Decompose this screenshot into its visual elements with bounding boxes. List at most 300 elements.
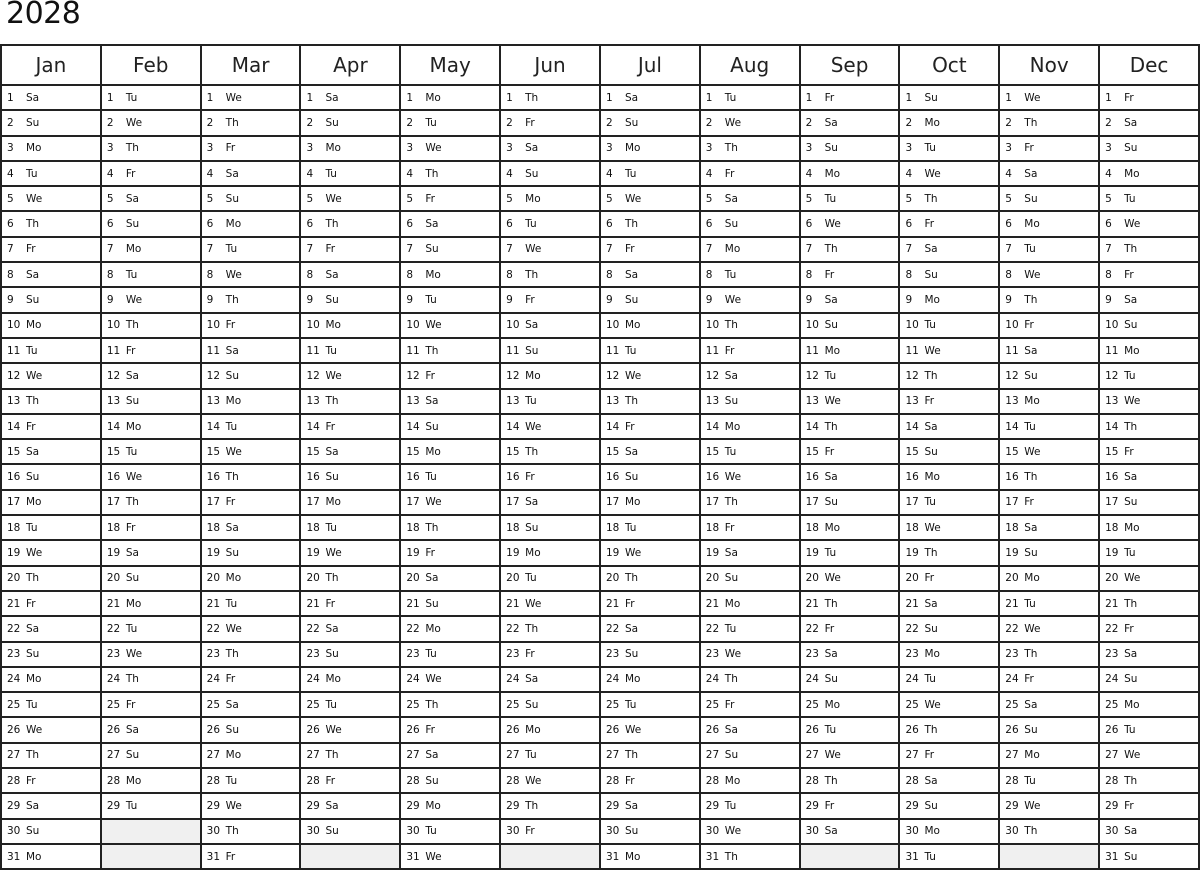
day-cell[interactable]: [999, 667, 1099, 692]
day-cell[interactable]: [899, 136, 999, 161]
day-cell[interactable]: [300, 743, 400, 768]
day-cell[interactable]: [400, 363, 500, 388]
day-cell[interactable]: [600, 211, 700, 236]
day-cell[interactable]: [101, 667, 201, 692]
day-cell[interactable]: [800, 110, 900, 135]
day-cell[interactable]: [1099, 717, 1199, 742]
day-cell[interactable]: [400, 262, 500, 287]
day-cell[interactable]: [500, 439, 600, 464]
day-cell[interactable]: [101, 287, 201, 312]
day-cell[interactable]: [1099, 389, 1199, 414]
day-cell[interactable]: [500, 237, 600, 262]
day-cell[interactable]: [101, 439, 201, 464]
day-cell[interactable]: [101, 490, 201, 515]
day-cell[interactable]: [500, 313, 600, 338]
day-cell[interactable]: [700, 540, 800, 565]
day-cell[interactable]: [800, 819, 900, 844]
day-cell[interactable]: [500, 464, 600, 489]
day-cell[interactable]: [400, 338, 500, 363]
day-cell[interactable]: [101, 85, 201, 110]
day-cell[interactable]: [300, 616, 400, 641]
day-cell[interactable]: [800, 439, 900, 464]
day-cell[interactable]: [201, 136, 301, 161]
day-cell[interactable]: [400, 540, 500, 565]
day-cell[interactable]: [101, 186, 201, 211]
day-cell[interactable]: [999, 793, 1099, 818]
day-cell[interactable]: [999, 338, 1099, 363]
day-cell[interactable]: [999, 287, 1099, 312]
day-cell[interactable]: [700, 439, 800, 464]
day-cell[interactable]: [1099, 237, 1199, 262]
day-cell[interactable]: [700, 389, 800, 414]
day-cell[interactable]: [700, 793, 800, 818]
day-cell[interactable]: [1099, 819, 1199, 844]
day-cell[interactable]: [899, 515, 999, 540]
day-cell[interactable]: [201, 211, 301, 236]
day-cell[interactable]: [999, 768, 1099, 793]
day-cell[interactable]: [201, 363, 301, 388]
day-cell[interactable]: [800, 616, 900, 641]
day-cell[interactable]: [899, 490, 999, 515]
day-cell[interactable]: [899, 287, 999, 312]
day-cell[interactable]: [999, 211, 1099, 236]
day-cell[interactable]: [800, 515, 900, 540]
day-cell[interactable]: [400, 211, 500, 236]
day-cell[interactable]: [201, 844, 301, 869]
day-cell[interactable]: [300, 439, 400, 464]
day-cell[interactable]: [600, 616, 700, 641]
day-cell[interactable]: [1, 540, 101, 565]
day-cell[interactable]: [101, 793, 201, 818]
day-cell[interactable]: [600, 363, 700, 388]
day-cell[interactable]: [600, 237, 700, 262]
day-cell[interactable]: [101, 110, 201, 135]
day-cell[interactable]: [300, 540, 400, 565]
day-cell[interactable]: [101, 642, 201, 667]
day-cell[interactable]: [700, 667, 800, 692]
day-cell[interactable]: [500, 717, 600, 742]
day-cell[interactable]: [600, 186, 700, 211]
day-cell[interactable]: [201, 85, 301, 110]
day-cell[interactable]: [700, 414, 800, 439]
day-cell[interactable]: [1099, 414, 1199, 439]
day-cell[interactable]: [400, 464, 500, 489]
day-cell[interactable]: [700, 110, 800, 135]
day-cell[interactable]: [600, 793, 700, 818]
day-cell[interactable]: [899, 591, 999, 616]
day-cell[interactable]: [999, 540, 1099, 565]
day-cell[interactable]: [700, 338, 800, 363]
day-cell[interactable]: [999, 642, 1099, 667]
day-cell[interactable]: [899, 161, 999, 186]
day-cell[interactable]: [800, 313, 900, 338]
day-cell[interactable]: [700, 313, 800, 338]
day-cell[interactable]: [400, 566, 500, 591]
day-cell[interactable]: [101, 743, 201, 768]
day-cell[interactable]: [201, 616, 301, 641]
day-cell[interactable]: [600, 667, 700, 692]
day-cell[interactable]: [1099, 287, 1199, 312]
day-cell[interactable]: [600, 110, 700, 135]
day-cell[interactable]: [1099, 515, 1199, 540]
day-cell[interactable]: [1, 439, 101, 464]
day-cell[interactable]: [101, 768, 201, 793]
day-cell[interactable]: [600, 540, 700, 565]
day-cell[interactable]: [600, 439, 700, 464]
day-cell[interactable]: [700, 464, 800, 489]
day-cell[interactable]: [700, 287, 800, 312]
day-cell[interactable]: [1099, 490, 1199, 515]
day-cell[interactable]: [1099, 85, 1199, 110]
day-cell[interactable]: [1, 768, 101, 793]
day-cell[interactable]: [201, 287, 301, 312]
day-cell[interactable]: [1, 414, 101, 439]
day-cell[interactable]: [201, 262, 301, 287]
day-cell[interactable]: [1099, 692, 1199, 717]
day-cell[interactable]: [300, 591, 400, 616]
day-cell[interactable]: [800, 540, 900, 565]
day-cell[interactable]: [400, 186, 500, 211]
day-cell[interactable]: [999, 363, 1099, 388]
day-cell[interactable]: [1099, 464, 1199, 489]
day-cell[interactable]: [999, 616, 1099, 641]
day-cell[interactable]: [1099, 262, 1199, 287]
day-cell[interactable]: [400, 768, 500, 793]
day-cell[interactable]: [600, 262, 700, 287]
day-cell[interactable]: [101, 591, 201, 616]
day-cell[interactable]: [600, 389, 700, 414]
day-cell[interactable]: [600, 464, 700, 489]
day-cell[interactable]: [101, 540, 201, 565]
day-cell[interactable]: [999, 414, 1099, 439]
day-cell[interactable]: [999, 464, 1099, 489]
day-cell[interactable]: [700, 616, 800, 641]
day-cell[interactable]: [500, 540, 600, 565]
day-cell[interactable]: [400, 642, 500, 667]
day-cell[interactable]: [899, 237, 999, 262]
day-cell[interactable]: [1, 566, 101, 591]
day-cell[interactable]: [600, 768, 700, 793]
day-cell[interactable]: [201, 389, 301, 414]
day-cell[interactable]: [201, 768, 301, 793]
day-cell[interactable]: [600, 844, 700, 869]
day-cell[interactable]: [800, 161, 900, 186]
day-cell[interactable]: [500, 768, 600, 793]
day-cell[interactable]: [1, 743, 101, 768]
day-cell[interactable]: [1099, 110, 1199, 135]
day-cell[interactable]: [800, 464, 900, 489]
day-cell[interactable]: [300, 692, 400, 717]
day-cell[interactable]: [1, 717, 101, 742]
day-cell[interactable]: [999, 161, 1099, 186]
day-cell[interactable]: [500, 110, 600, 135]
day-cell[interactable]: [700, 819, 800, 844]
day-cell[interactable]: [999, 819, 1099, 844]
day-cell[interactable]: [899, 819, 999, 844]
day-cell[interactable]: [1, 136, 101, 161]
day-cell[interactable]: [1, 819, 101, 844]
day-cell[interactable]: [800, 490, 900, 515]
day-cell[interactable]: [201, 414, 301, 439]
day-cell[interactable]: [800, 363, 900, 388]
day-cell[interactable]: [700, 136, 800, 161]
day-cell[interactable]: [201, 743, 301, 768]
day-cell[interactable]: [1, 313, 101, 338]
day-cell[interactable]: [1099, 743, 1199, 768]
day-cell[interactable]: [600, 414, 700, 439]
day-cell[interactable]: [500, 793, 600, 818]
day-cell[interactable]: [400, 667, 500, 692]
day-cell[interactable]: [400, 237, 500, 262]
day-cell[interactable]: [999, 85, 1099, 110]
day-cell[interactable]: [400, 515, 500, 540]
day-cell[interactable]: [1, 338, 101, 363]
day-cell[interactable]: [500, 743, 600, 768]
day-cell[interactable]: [999, 692, 1099, 717]
day-cell[interactable]: [101, 616, 201, 641]
day-cell[interactable]: [700, 237, 800, 262]
day-cell[interactable]: [1099, 768, 1199, 793]
day-cell[interactable]: [700, 211, 800, 236]
day-cell[interactable]: [999, 490, 1099, 515]
day-cell[interactable]: [500, 414, 600, 439]
day-cell[interactable]: [500, 490, 600, 515]
day-cell[interactable]: [400, 414, 500, 439]
day-cell[interactable]: [600, 313, 700, 338]
day-cell[interactable]: [899, 717, 999, 742]
day-cell[interactable]: [300, 110, 400, 135]
day-cell[interactable]: [300, 490, 400, 515]
day-cell[interactable]: [201, 161, 301, 186]
day-cell[interactable]: [201, 439, 301, 464]
day-cell[interactable]: [1, 515, 101, 540]
day-cell[interactable]: [400, 616, 500, 641]
day-cell[interactable]: [999, 313, 1099, 338]
day-cell[interactable]: [1, 85, 101, 110]
day-cell[interactable]: [400, 85, 500, 110]
day-cell[interactable]: [1099, 186, 1199, 211]
day-cell[interactable]: [101, 414, 201, 439]
day-cell[interactable]: [101, 464, 201, 489]
day-cell[interactable]: [899, 768, 999, 793]
day-cell[interactable]: [201, 566, 301, 591]
day-cell[interactable]: [800, 85, 900, 110]
day-cell[interactable]: [400, 819, 500, 844]
day-cell[interactable]: [400, 743, 500, 768]
day-cell[interactable]: [1, 237, 101, 262]
day-cell[interactable]: [300, 819, 400, 844]
day-cell[interactable]: [899, 363, 999, 388]
day-cell[interactable]: [899, 540, 999, 565]
day-cell[interactable]: [400, 439, 500, 464]
day-cell[interactable]: [899, 566, 999, 591]
day-cell[interactable]: [999, 717, 1099, 742]
day-cell[interactable]: [800, 642, 900, 667]
day-cell[interactable]: [300, 414, 400, 439]
day-cell[interactable]: [1, 692, 101, 717]
day-cell[interactable]: [101, 515, 201, 540]
day-cell[interactable]: [999, 389, 1099, 414]
day-cell[interactable]: [500, 161, 600, 186]
day-cell[interactable]: [201, 237, 301, 262]
day-cell[interactable]: [500, 287, 600, 312]
day-cell[interactable]: [700, 844, 800, 869]
day-cell[interactable]: [1099, 540, 1199, 565]
day-cell[interactable]: [700, 515, 800, 540]
day-cell[interactable]: [700, 642, 800, 667]
day-cell[interactable]: [899, 338, 999, 363]
day-cell[interactable]: [899, 313, 999, 338]
day-cell[interactable]: [1, 110, 101, 135]
day-cell[interactable]: [300, 642, 400, 667]
day-cell[interactable]: [1099, 439, 1199, 464]
day-cell[interactable]: [400, 717, 500, 742]
day-cell[interactable]: [899, 844, 999, 869]
day-cell[interactable]: [500, 85, 600, 110]
day-cell[interactable]: [400, 389, 500, 414]
day-cell[interactable]: [700, 717, 800, 742]
day-cell[interactable]: [1, 389, 101, 414]
day-cell[interactable]: [600, 743, 700, 768]
day-cell[interactable]: [500, 338, 600, 363]
day-cell[interactable]: [300, 515, 400, 540]
day-cell[interactable]: [1, 490, 101, 515]
day-cell[interactable]: [201, 464, 301, 489]
day-cell[interactable]: [201, 667, 301, 692]
day-cell[interactable]: [500, 616, 600, 641]
day-cell[interactable]: [800, 287, 900, 312]
day-cell[interactable]: [500, 136, 600, 161]
day-cell[interactable]: [700, 161, 800, 186]
day-cell[interactable]: [500, 262, 600, 287]
day-cell[interactable]: [1, 186, 101, 211]
day-cell[interactable]: [999, 237, 1099, 262]
day-cell[interactable]: [300, 262, 400, 287]
day-cell[interactable]: [600, 338, 700, 363]
day-cell[interactable]: [700, 363, 800, 388]
day-cell[interactable]: [300, 667, 400, 692]
day-cell[interactable]: [1, 464, 101, 489]
day-cell[interactable]: [600, 819, 700, 844]
day-cell[interactable]: [999, 515, 1099, 540]
day-cell[interactable]: [1099, 161, 1199, 186]
day-cell[interactable]: [600, 692, 700, 717]
day-cell[interactable]: [1099, 136, 1199, 161]
day-cell[interactable]: [1, 793, 101, 818]
day-cell[interactable]: [300, 768, 400, 793]
day-cell[interactable]: [1099, 667, 1199, 692]
day-cell[interactable]: [101, 211, 201, 236]
day-cell[interactable]: [300, 566, 400, 591]
day-cell[interactable]: [800, 743, 900, 768]
day-cell[interactable]: [300, 793, 400, 818]
day-cell[interactable]: [201, 540, 301, 565]
day-cell[interactable]: [1099, 338, 1199, 363]
day-cell[interactable]: [500, 591, 600, 616]
day-cell[interactable]: [101, 161, 201, 186]
day-cell[interactable]: [600, 591, 700, 616]
day-cell[interactable]: [201, 338, 301, 363]
day-cell[interactable]: [300, 136, 400, 161]
day-cell[interactable]: [899, 616, 999, 641]
day-cell[interactable]: [999, 591, 1099, 616]
day-cell[interactable]: [400, 490, 500, 515]
day-cell[interactable]: [1099, 313, 1199, 338]
day-cell[interactable]: [101, 717, 201, 742]
day-cell[interactable]: [800, 389, 900, 414]
day-cell[interactable]: [500, 389, 600, 414]
day-cell[interactable]: [300, 313, 400, 338]
day-cell[interactable]: [800, 692, 900, 717]
day-cell[interactable]: [400, 692, 500, 717]
day-cell[interactable]: [899, 389, 999, 414]
day-cell[interactable]: [101, 692, 201, 717]
day-cell[interactable]: [1099, 566, 1199, 591]
day-cell[interactable]: [600, 287, 700, 312]
day-cell[interactable]: [800, 414, 900, 439]
day-cell[interactable]: [700, 591, 800, 616]
day-cell[interactable]: [300, 211, 400, 236]
day-cell[interactable]: [500, 515, 600, 540]
day-cell[interactable]: [101, 262, 201, 287]
day-cell[interactable]: [400, 136, 500, 161]
day-cell[interactable]: [600, 642, 700, 667]
day-cell[interactable]: [1099, 844, 1199, 869]
day-cell[interactable]: [1099, 793, 1199, 818]
day-cell[interactable]: [600, 717, 700, 742]
day-cell[interactable]: [800, 591, 900, 616]
day-cell[interactable]: [800, 793, 900, 818]
day-cell[interactable]: [800, 768, 900, 793]
day-cell[interactable]: [800, 211, 900, 236]
day-cell[interactable]: [300, 464, 400, 489]
day-cell[interactable]: [1, 287, 101, 312]
day-cell[interactable]: [700, 186, 800, 211]
day-cell[interactable]: [1, 591, 101, 616]
day-cell[interactable]: [1, 616, 101, 641]
day-cell[interactable]: [500, 566, 600, 591]
day-cell[interactable]: [500, 186, 600, 211]
day-cell[interactable]: [800, 667, 900, 692]
day-cell[interactable]: [300, 717, 400, 742]
day-cell[interactable]: [899, 110, 999, 135]
day-cell[interactable]: [1099, 642, 1199, 667]
day-cell[interactable]: [1, 667, 101, 692]
day-cell[interactable]: [300, 161, 400, 186]
day-cell[interactable]: [1, 363, 101, 388]
day-cell[interactable]: [400, 313, 500, 338]
day-cell[interactable]: [500, 692, 600, 717]
day-cell[interactable]: [700, 743, 800, 768]
day-cell[interactable]: [899, 667, 999, 692]
day-cell[interactable]: [999, 566, 1099, 591]
day-cell[interactable]: [101, 237, 201, 262]
day-cell[interactable]: [600, 515, 700, 540]
day-cell[interactable]: [800, 262, 900, 287]
day-cell[interactable]: [1099, 363, 1199, 388]
day-cell[interactable]: [201, 642, 301, 667]
day-cell[interactable]: [201, 313, 301, 338]
day-cell[interactable]: [999, 439, 1099, 464]
day-cell[interactable]: [201, 110, 301, 135]
day-cell[interactable]: [101, 338, 201, 363]
day-cell[interactable]: [1, 844, 101, 869]
day-cell[interactable]: [899, 414, 999, 439]
day-cell[interactable]: [500, 642, 600, 667]
day-cell[interactable]: [899, 262, 999, 287]
day-cell[interactable]: [800, 186, 900, 211]
day-cell[interactable]: [500, 363, 600, 388]
